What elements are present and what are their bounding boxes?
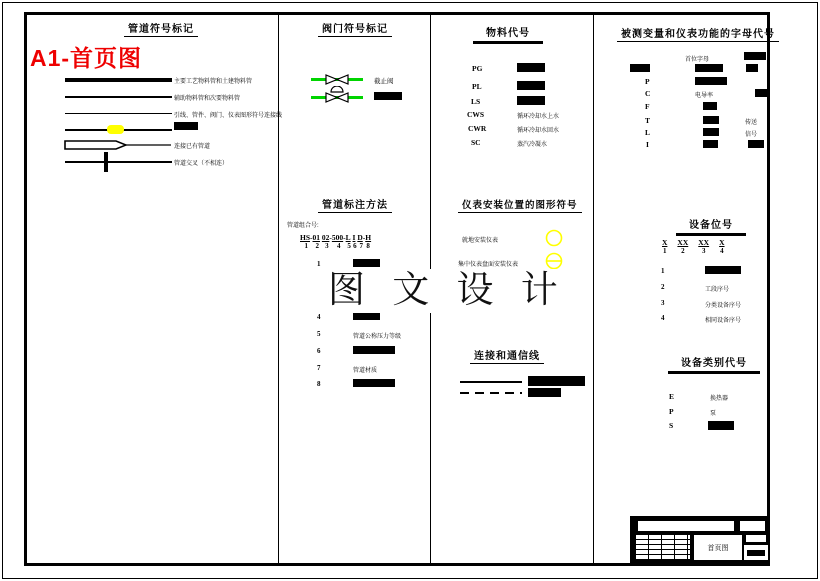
thick-line-icon [65,78,172,82]
formula-token: H [365,233,372,242]
pipe-symbol-label: 辅助物料管和次要物料管 [174,96,241,102]
formula-index: 3 [701,247,706,255]
letter-codes-title: 被测变量和仪表功能的字母代号 [617,25,779,42]
list-index: 1 [317,260,321,268]
redacted-bar [517,81,545,90]
redacted-bar [703,128,719,136]
thin-line-icon [65,113,172,114]
pipe-symbol-label: 连接已有管道 [174,144,211,150]
formula-token: 02 [321,233,330,242]
instrument-label: 集中仪表盘面安装仪表 [458,262,519,268]
formula-index: 4 [720,247,724,255]
formula-index: 5 [347,242,351,250]
equipment-tag-title: 设备位号 [676,216,746,236]
formula-token: 500 [331,233,344,242]
formula-index: 8 [366,242,370,250]
list-index: 8 [317,380,321,388]
redacted-bar [746,64,758,72]
table-header: 首位字母 [685,57,710,63]
list-index: 1 [661,267,665,275]
formula-index: 1 [662,247,667,255]
formula-token: HS [300,233,311,242]
formula-token: X [719,238,725,247]
drawing-name-cell [694,535,742,560]
dashed-line-icon [460,392,522,394]
list-item-label: 管道材质 [353,368,378,374]
formula-token: D [357,233,363,242]
redacted-bar [747,550,765,556]
redacted-bar [353,379,395,387]
category-code: E [669,392,675,401]
formula-index: 2 [315,242,319,250]
redacted-bar [517,96,545,105]
letter-code: L [645,128,651,137]
column-divider-3 [593,15,594,563]
category-label: 换热器 [710,396,729,402]
formula-token: XX [698,238,710,247]
title-block-cell [746,535,766,542]
connection-lines-title: 连接和通信线 [470,347,544,364]
title-block-cell [740,521,765,531]
solid-line-icon [460,381,522,383]
list-index: 4 [661,314,665,322]
formula-index: 1 [304,242,308,250]
existing-pipe-arrow-icon [64,139,172,151]
medium-line-icon [65,96,172,98]
pipe-symbol-label: 管道交叉（不相连） [174,161,229,167]
letter-code: T [645,116,651,125]
formula-token: L [345,233,351,242]
pipe-code-formula: HS - 1 01 2 02 - 3 500 - 4 L 5 I 6 D - 7 H 8 [300,233,372,250]
pipe-symbol-label: 主要工艺物料管和土建物料管 [174,79,253,85]
list-index: 3 [661,299,665,307]
letter-function: 信号 [745,132,758,138]
material-codes-title: 物料代号 [473,24,543,44]
pipe-crossing-icon [104,152,108,172]
title-block-grid [636,535,690,560]
redacted-bar [517,63,545,72]
letter-function: 传送 [745,120,758,126]
pipe-labeling-intro: 管道组合号: [287,223,319,229]
material-label: 循环冷却水回水 [517,128,560,134]
redacted-bar [353,312,380,320]
valve-symbols-title: 阀门符号标记 [318,20,392,37]
material-code: PG [472,64,483,73]
letter-code: P [645,77,650,86]
drawing-name: 首页图 [707,544,729,552]
redacted-bar [755,89,767,97]
title-block-cell [638,521,734,531]
material-label: 循环冷却水上水 [517,114,560,120]
list-index: 6 [317,347,321,355]
category-code: S [669,421,674,430]
redacted-bar [374,92,402,100]
material-code: CWS [467,110,485,119]
redacted-bar [695,64,723,72]
redacted-bar [528,388,561,397]
pipe-labeling-title: 管道标注方法 [318,196,392,213]
equipment-tag-formula [662,238,725,255]
redacted-bar [630,64,650,72]
redacted-bar [695,77,727,85]
formula-index: 6 [353,242,357,250]
drawing-number-label: A1-首页图 [30,45,143,71]
pipe-crossing-line-icon [65,161,172,163]
column-divider-1 [278,15,279,563]
category-label: 泵 [710,411,717,417]
category-code: P [669,407,674,416]
formula-index: 7 [359,242,364,250]
formula-token: 01 [312,233,321,242]
watermark: 图 文 设 计 [328,270,567,311]
material-code: PL [472,82,482,91]
list-item-label: 分类设备序号 [705,303,742,309]
letter-code: F [645,102,650,111]
list-item-label: 相同设备序号 [705,318,742,324]
redacted-bar [353,259,380,267]
formula-token: XX [677,238,689,247]
material-label: 蒸汽冷凝水 [517,142,548,148]
equipment-category-title: 设备类别代号 [668,354,760,374]
material-code: CWR [468,124,487,133]
letter-code: C [645,89,651,98]
instrument-symbols-title: 仪表安装位置的图形符号 [458,197,582,213]
formula-index: 3 [325,242,329,250]
gate-valve-icon [311,73,363,86]
list-index: 4 [317,313,321,321]
title-block-cell [744,545,768,560]
list-index: 5 [317,330,321,338]
redacted-bar [708,421,734,430]
redacted-bar [748,140,764,148]
list-item-label: 工段序号 [705,287,730,293]
redacted-bar [174,122,198,130]
list-item-label: 管道公称压力等级 [353,334,402,340]
redacted-bar [703,140,718,148]
yellow-marker-icon [107,125,124,134]
formula-index: 4 [337,242,341,250]
local-instrument-icon [544,228,564,248]
title-block [630,516,770,566]
redacted-bar [705,266,741,274]
material-code: SC [471,138,481,147]
list-index: 2 [661,283,665,291]
redacted-bar [703,116,719,124]
formula-token: X [662,238,668,247]
instrument-label: 就地安装仪表 [462,238,499,244]
letter-meaning: 电导率 [695,93,714,99]
pipe-symbol-label: 引线、管件、阀门、仪表图形符号连接线 [174,113,283,119]
redacted-bar [744,52,766,60]
formula-index: 2 [681,247,685,255]
list-index: 7 [317,364,321,372]
pipe-symbols-title: 管道符号标记 [124,20,198,37]
redacted-bar [353,346,395,354]
redacted-bar [703,102,717,110]
control-valve-icon [311,86,363,104]
letter-code: I [646,140,649,149]
material-code: LS [471,97,481,106]
redacted-bar [528,376,585,386]
formula-token: I [352,233,356,242]
valve-label: 截止阀 [374,78,394,85]
